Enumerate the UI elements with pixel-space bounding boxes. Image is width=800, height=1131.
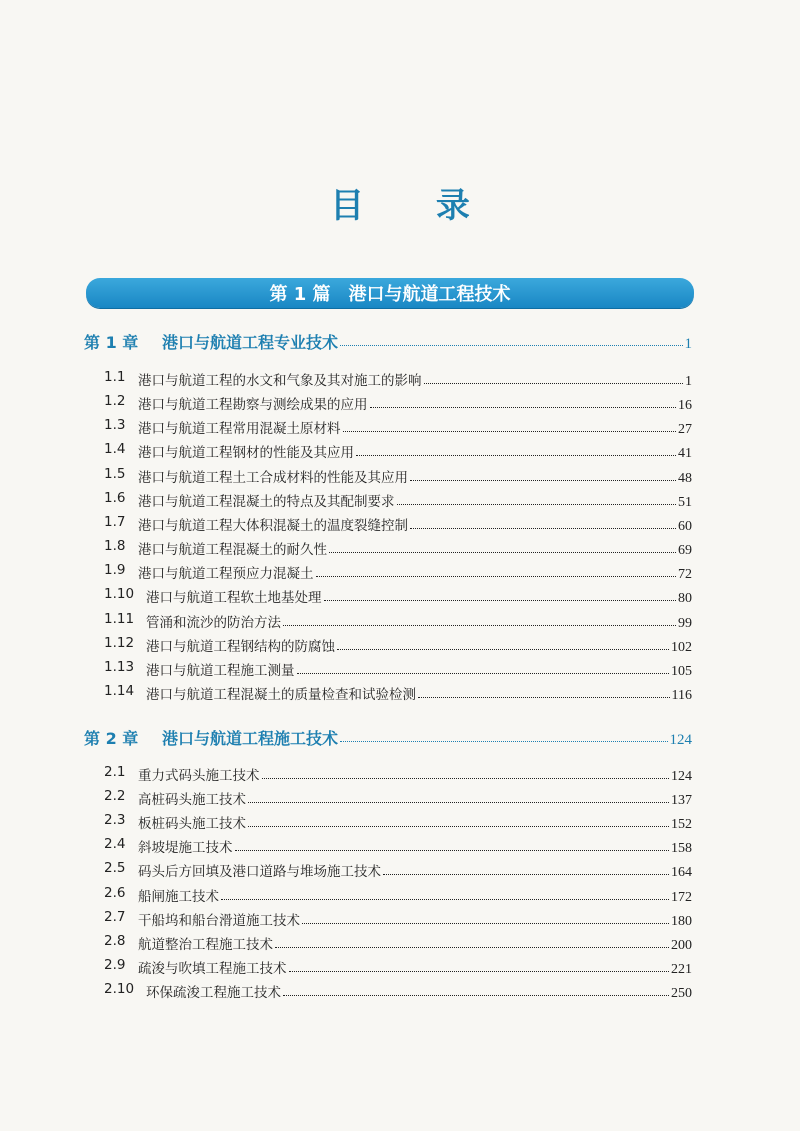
part-title: 港口与航道工程技术	[348, 284, 511, 305]
section-page-number: 158	[671, 841, 692, 857]
section-number: 1.14	[104, 682, 135, 699]
section-number: 2.8	[104, 932, 126, 949]
section-page-number: 1	[685, 374, 692, 389]
leader-dots	[410, 528, 676, 529]
section-leader-line	[146, 683, 692, 704]
section-page-number: 60	[678, 518, 692, 534]
chapter-leader-line	[162, 726, 692, 749]
section-number: 1.3	[104, 417, 126, 434]
section-title: 管涌和流沙的防治方法	[146, 614, 281, 631]
section-title: 环保疏浚工程施工技术	[146, 984, 281, 1001]
section-title: 干船坞和船台滑道施工技术	[138, 912, 300, 929]
section-leader-line	[138, 933, 692, 954]
section-leader-line	[138, 369, 692, 390]
section-page-number: 200	[671, 937, 692, 953]
leader-dots	[370, 407, 677, 408]
section-title: 板桩码头施工技术	[138, 816, 246, 833]
leader-dots	[340, 345, 682, 346]
leader-dots	[356, 455, 676, 456]
section-title: 港口与航道工程混凝土的耐久性	[138, 542, 327, 559]
section-number: 1.9	[104, 562, 126, 579]
section-leader-line	[146, 659, 692, 680]
section-number: 1.2	[104, 393, 126, 410]
section-title: 港口与航道工程钢结构的防腐蚀	[146, 638, 335, 655]
section-leader-line	[138, 466, 692, 487]
section-title: 港口与航道工程钢材的性能及其应用	[138, 445, 354, 462]
leader-dots	[343, 431, 677, 432]
section-number: 2.3	[104, 812, 126, 829]
leader-dots	[340, 741, 667, 742]
leader-dots	[410, 480, 676, 481]
section-page-number: 27	[678, 422, 692, 438]
leader-dots	[289, 971, 670, 972]
section-number: 2.10	[104, 980, 135, 997]
section-number: 2.1	[104, 764, 126, 780]
section-number: 2.4	[104, 836, 126, 853]
section-page-number: 105	[671, 663, 692, 679]
section-number: 1.13	[104, 658, 135, 675]
section-number: 1.4	[104, 441, 126, 458]
section-page-number: 51	[678, 494, 692, 510]
leader-dots	[316, 576, 677, 577]
section-title: 港口与航道工程软土地基处理	[146, 590, 322, 607]
chapter-page-number: 124	[669, 732, 692, 748]
section-leader-line	[138, 538, 692, 559]
chapter-leader-line	[162, 330, 692, 353]
section-leader-line	[138, 957, 692, 978]
section-title: 港口与航道工程混凝土的质量检查和试验检测	[146, 686, 416, 703]
section-title: 港口与航道工程土工合成材料的性能及其应用	[138, 469, 408, 486]
leader-dots	[248, 826, 669, 827]
section-title: 港口与航道工程混凝土的特点及其配制要求	[138, 493, 395, 510]
section-page-number: 99	[678, 615, 692, 631]
section-page-number: 16	[678, 398, 692, 414]
section-page-number: 164	[671, 865, 692, 881]
section-leader-line	[138, 562, 692, 583]
section-page-number: 221	[671, 961, 692, 977]
chapter-number: 第 1 章	[84, 333, 139, 352]
leader-dots	[275, 947, 669, 948]
leader-dots	[397, 504, 677, 505]
section-leader-line	[138, 393, 692, 414]
section-leader-line	[138, 788, 692, 809]
leader-dots	[262, 778, 670, 779]
section-number: 2.9	[104, 956, 126, 973]
section-page-number: 152	[671, 817, 692, 833]
section-title: 航道整治工程施工技术	[138, 936, 273, 953]
chapter-title: 港口与航道工程施工技术	[162, 729, 339, 748]
section-title: 港口与航道工程常用混凝土原材料	[138, 421, 341, 438]
section-leader-line	[138, 836, 692, 857]
section-title: 码头后方回填及港口道路与堆场施工技术	[138, 864, 381, 881]
section-title: 斜坡堤施工技术	[138, 840, 233, 857]
leader-dots	[383, 874, 669, 875]
leader-dots	[324, 600, 677, 601]
chapter-page-number: 1	[684, 336, 692, 352]
section-leader-line	[138, 860, 692, 881]
section-number: 2.7	[104, 908, 126, 925]
section-number: 2.5	[104, 860, 126, 877]
toc-title: 目 录	[330, 186, 500, 226]
section-page-number: 102	[671, 639, 692, 655]
leader-dots	[283, 625, 676, 626]
section-page-number: 69	[678, 543, 692, 559]
section-page-number: 180	[671, 913, 692, 929]
leader-dots	[424, 383, 684, 384]
section-leader-line	[138, 885, 692, 906]
section-leader-line	[146, 586, 692, 607]
section-title: 港口与航道工程勘察与测绘成果的应用	[138, 397, 368, 414]
section-title: 重力式码头施工技术	[138, 768, 260, 784]
section-page-number: 80	[678, 591, 692, 607]
section-leader-line	[138, 764, 692, 785]
section-number: 1.6	[104, 489, 126, 506]
leader-dots	[337, 649, 669, 650]
section-number: 1.8	[104, 538, 126, 555]
section-number: 2.6	[104, 884, 126, 901]
chapter-title: 港口与航道工程专业技术	[162, 333, 339, 352]
section-number: 1.5	[104, 465, 126, 482]
leader-dots	[297, 673, 670, 674]
section-page-number: 124	[671, 769, 692, 784]
section-title: 高桩码头施工技术	[138, 792, 246, 809]
section-leader-line	[138, 909, 692, 930]
section-leader-line	[138, 417, 692, 438]
part-number: 第 1 篇	[269, 284, 331, 305]
part-banner	[86, 278, 694, 308]
section-page-number: 250	[671, 985, 692, 1001]
section-title: 疏浚与吹填工程施工技术	[138, 960, 287, 977]
leader-dots	[418, 697, 670, 698]
section-title: 港口与航道工程预应力混凝土	[138, 566, 314, 583]
section-leader-line	[138, 490, 692, 511]
section-page-number: 172	[671, 889, 692, 905]
chapter-number: 第 2 章	[84, 729, 139, 748]
leader-dots	[235, 850, 670, 851]
section-number: 1.11	[104, 610, 135, 627]
section-leader-line	[146, 981, 692, 1002]
section-page-number: 137	[671, 793, 692, 809]
section-leader-line	[146, 611, 692, 632]
leader-dots	[329, 552, 676, 553]
section-leader-line	[138, 441, 692, 462]
section-leader-line	[138, 514, 692, 535]
section-page-number: 41	[678, 446, 692, 462]
leader-dots	[302, 923, 669, 924]
leader-dots	[248, 802, 669, 803]
section-title: 港口与航道工程的水文和气象及其对施工的影响	[138, 373, 422, 389]
section-number: 2.2	[104, 788, 126, 805]
section-page-number: 72	[678, 567, 692, 583]
section-page-number: 48	[678, 470, 692, 486]
section-number: 1.10	[104, 586, 135, 603]
section-number: 1.1	[104, 369, 126, 385]
section-number: 1.12	[104, 634, 135, 651]
section-page-number: 116	[671, 687, 692, 703]
section-leader-line	[138, 812, 692, 833]
section-title: 港口与航道工程施工测量	[146, 662, 295, 679]
section-leader-line	[146, 635, 692, 656]
leader-dots	[283, 995, 669, 996]
leader-dots	[221, 899, 669, 900]
section-title: 港口与航道工程大体积混凝土的温度裂缝控制	[138, 517, 408, 534]
section-title: 船闸施工技术	[138, 888, 219, 905]
section-number: 1.7	[104, 513, 126, 530]
